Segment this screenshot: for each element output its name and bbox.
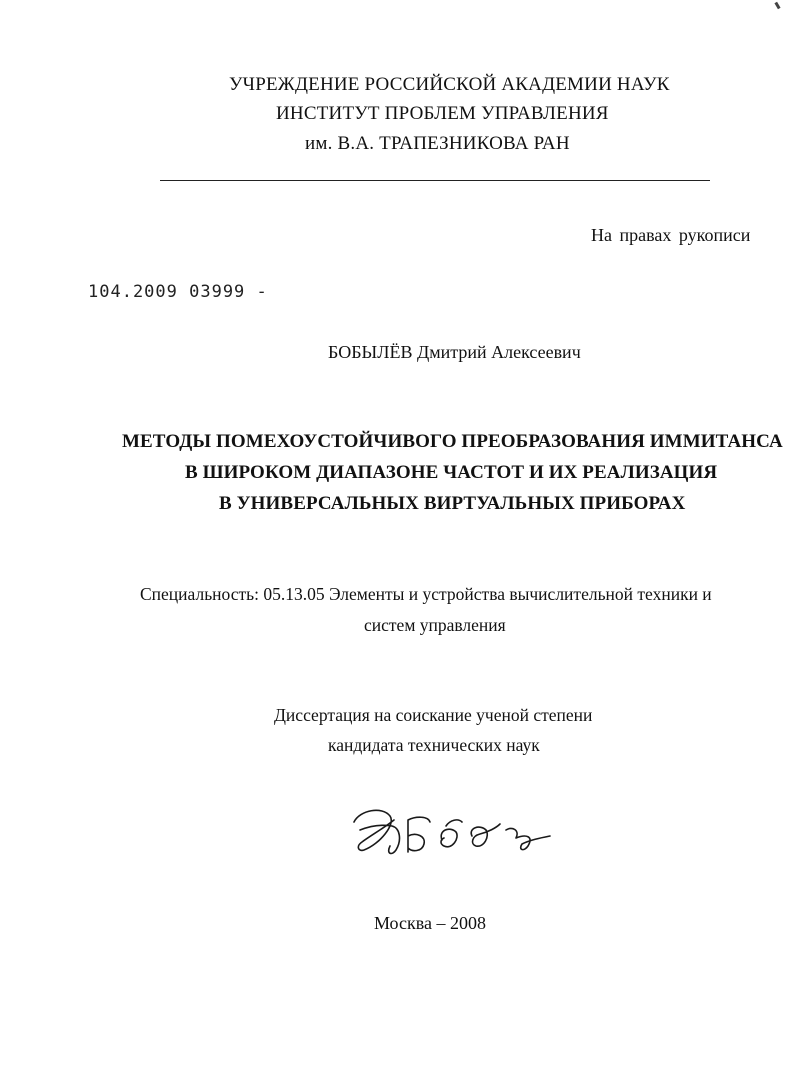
signature-stroke-3 bbox=[408, 817, 430, 852]
rights-note: На правах рукописи bbox=[591, 225, 751, 245]
title-line-3: В УНИВЕРСАЛЬНЫХ ВИРТУАЛЬНЫХ ПРИБОРАХ bbox=[219, 493, 686, 514]
organization-line-2: ИНСТИТУТ ПРОБЛЕМ УПРАВЛЕНИЯ bbox=[276, 103, 609, 124]
specialty-line-1: Специальность: 05.13.05 Элементы и устройства вычислительной техники и bbox=[140, 584, 712, 604]
place-and-year: Москва – 2008 bbox=[374, 913, 486, 933]
organization-line-3: им. В.А. ТРАПЕЗНИКОВА РАН bbox=[305, 133, 570, 154]
author-signature bbox=[350, 800, 560, 860]
registration-number: 104.2009 03999 - bbox=[88, 282, 268, 302]
title-line-1: МЕТОДЫ ПОМЕХОУСТОЙЧИВОГО ПРЕОБРАЗОВАНИЯ ИММИТАНСА bbox=[122, 431, 783, 452]
dissertation-line-1: Диссертация на соискание ученой степени bbox=[274, 705, 593, 725]
specialty-line-2: систем управления bbox=[364, 615, 506, 635]
signature-stroke-6 bbox=[506, 828, 550, 849]
dissertation-line-2: кандидата технических наук bbox=[328, 735, 540, 755]
signature-stroke-4 bbox=[441, 820, 462, 847]
author-name: БОБЫЛЁВ Дмитрий Алексеевич bbox=[328, 342, 581, 362]
title-line-2: В ШИРОКОМ ДИАПАЗОНЕ ЧАСТОТ И ИХ РЕАЛИЗАЦИЯ bbox=[185, 462, 718, 483]
corner-scan-mark bbox=[774, 2, 780, 10]
header-divider bbox=[160, 180, 710, 181]
organization-line-1: УЧРЕЖДЕНИЕ РОССИЙСКОЙ АКАДЕМИИ НАУК bbox=[229, 74, 670, 95]
signature-stroke-5 bbox=[471, 824, 500, 846]
